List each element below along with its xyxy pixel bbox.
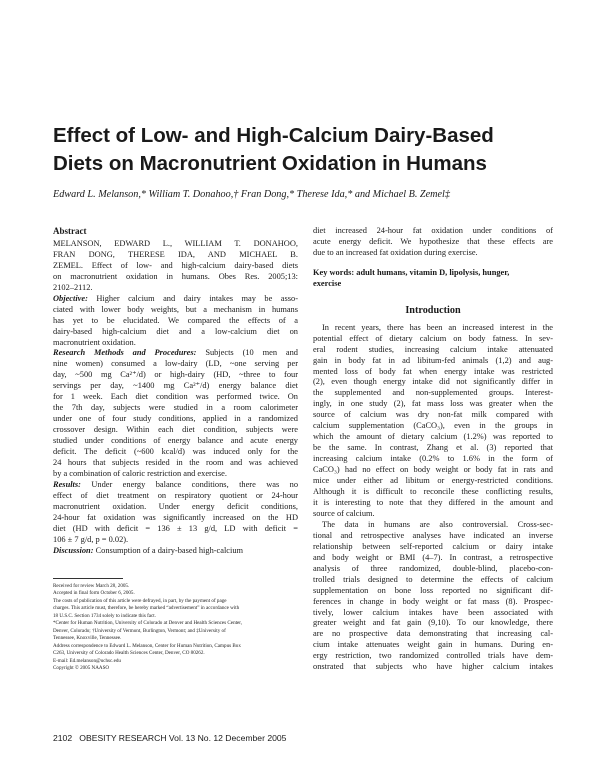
methods-line: for 1 week. Each diet condition was performed twice. On (53, 392, 298, 402)
objective-label: Objective: (53, 293, 88, 303)
paragraph-line: mice under either ad libitum or energy-restricted conditions. (313, 476, 553, 486)
footnote-line: E-mail: Ed.melanson@uchsc.edu (53, 657, 121, 664)
footnote-line: Copyright © 2005 NAASO (53, 664, 110, 671)
paragraph-line: CaCO₃) had no effect on body weight or body fat in rats and (313, 465, 553, 475)
introduction-paragraph-2 (313, 520, 553, 673)
paragraph-line: mented loss of body fat when energy intake was restricted (313, 366, 553, 376)
title-line: Effect of Low- and High-Calcium Dairy-Based (53, 124, 494, 147)
author-list: Edward L. Melanson,* William T. Donahoo,† Fran Dong,* Therese Ida,* and Michael B. Zemel‡ (53, 189, 450, 200)
abstract-citation (53, 239, 298, 294)
abstract-methods (53, 348, 298, 479)
right-column (313, 226, 553, 673)
paragraph-line: calcium supplementation (CaCO₃), even in the groups in (313, 421, 553, 431)
journal-info: OBESITY RESEARCH Vol. 13 No. 12 December 2005 (79, 733, 287, 743)
objective-line: dairy-based high-calcium diet and a low-calcium diet on (53, 326, 298, 336)
paragraph-line: gain in body fat in ad libitum-fed animals (1,2) and aug- (313, 355, 553, 365)
footnote-line: Received for review March 28, 2005. (53, 583, 130, 589)
objective-line: has yet to be elucidated. We compared the effects of a (53, 315, 298, 325)
footnote-line: 18 U.S.C. Section 1734 solely to indicate this fact. (53, 612, 156, 619)
footnote-line: Denver, Colorado; †University of Vermont, Burlington, Vermont; and ‡University of (53, 627, 226, 634)
paragraph-line: tional and retrospective analyses have indicated an inverse (313, 530, 553, 540)
title-line: Diets on Macronutrient Oxidation in Humans (53, 152, 487, 175)
methods-line: under one of four study conditions, applied in a randomized (53, 414, 298, 424)
discussion-line: due to an increased fat oxidation during exercise. (313, 247, 478, 257)
paragraph-line: potential effect of dietary calcium on body fatness. In sev- (313, 333, 553, 343)
paragraph-line: ingly, in one study (2), fat mass loss was greater when the (313, 399, 553, 409)
results-line: effect of diet treatment on respiratory quotient or 24-hour (53, 490, 298, 500)
objective-line: ciated with lower body weights, but a mechanism in humans (53, 304, 298, 314)
methods-line: deficit. The deficit (~600 kcal/d) was induced only for the (53, 447, 298, 457)
citation-line: FRAN DONG, THERESE IDA, AND MICHAEL B. (53, 249, 298, 259)
paragraph-line: relationship between self-reported calcium or dairy intake (313, 541, 553, 551)
objective-line: macronutrient oxidation. (53, 337, 136, 347)
methods-line: nine women) consumed a low-dairy (LD, ~one serving per (53, 359, 298, 369)
footnotes (53, 583, 298, 672)
methods-line: by a combination of caloric restriction and exercise. (53, 468, 227, 478)
results-line: diet (HD with deficit = 136 ± 13 g/d, LD with deficit = (53, 523, 298, 533)
discussion-text: Consumption of a dairy-based high-calcium (95, 545, 244, 555)
footnote-line: Accepted in final form October 6, 2005. (53, 590, 135, 597)
paragraph-line: Although it is difficult to reconcile these conflicting results, (313, 487, 553, 497)
footnote-line: C263, University of Colorado Health Sciences Center, Denver, CO 80262. (53, 650, 205, 657)
discussion-line: acute energy deficit. We hypothesize that these effects are (313, 236, 553, 246)
abstract-discussion (53, 546, 298, 557)
paragraph-line: and body weight or BMI (4–7). In contrast, a retrospective (313, 552, 553, 562)
results-line: 24-hour fat oxidation was significantly increased on the HD (53, 512, 298, 522)
methods-line: crossover design. Within each diet condition, subjects were (53, 425, 298, 435)
methods-label: Research Methods and Procedures: (53, 348, 197, 358)
paragraph-line: are no prospective data demonstrating that increasing cal- (313, 629, 553, 639)
paragraph-line: supplementation on bone loss reported no significant dif- (313, 585, 553, 595)
left-column (53, 226, 298, 557)
paragraph-line: cium intake attenuates weight gain in humans. During en- (313, 640, 553, 650)
paragraph-line: source of calcium was dry non-fat milk compared with (313, 410, 553, 420)
footnote-line: *Center for Human Nutrition, University of Colorado at Denver and Health Sciences Center, (53, 620, 243, 627)
footnote-line: charges. This article must, therefore, be hereby marked “advertisement” in accordance with (53, 605, 240, 612)
paragraph-line: which the amount of dietary calcium (1.2%) was reported to (313, 432, 553, 442)
citation-line: ZEMEL. Effect of low- and high-calcium dairy-based diets (53, 260, 298, 270)
methods-line: studied under conditions of energy balance and acute energy (53, 436, 298, 446)
keywords-line: exercise (313, 278, 342, 288)
paragraph-line: (2), even though energy intake did not significantly differ in (313, 377, 553, 387)
paragraph-line: greater weight and fat gain (9,10). To our knowledge, there (313, 618, 553, 628)
abstract-heading: Abstract (53, 226, 87, 236)
introduction-heading: Introduction (405, 304, 461, 316)
paragraph-line: ergy restriction, two randomized controlled trials have dem- (313, 651, 553, 661)
abstract-results (53, 480, 298, 546)
paragraph-line: analysis of three randomized, double-blind, placebo-con- (313, 563, 553, 573)
paragraph-line: onstrated that subjects who have higher calcium intakes (313, 662, 553, 672)
paragraph-line: eral rodent studies, increasing calcium intake attenuated (313, 344, 553, 354)
methods-line: day, ~500 mg Ca²⁺/d) or high-dairy (HD, ~three to four (53, 370, 298, 380)
methods-line: servings per day, ~1400 mg Ca²⁺/d) energy balance diet (53, 381, 298, 391)
citation-line: MELANSON, EDWARD L., WILLIAM T. DONAHOO, (53, 238, 298, 248)
methods-text: Subjects (10 men and (205, 348, 298, 358)
discussion-continued (313, 226, 553, 259)
footnote-divider (53, 578, 123, 579)
objective-text: Higher calcium and dairy intakes may be asso- (96, 293, 298, 303)
footnote-line: The costs of publication of this article were defrayed, in part, by the payment of page (53, 597, 227, 604)
paragraph-line: ferences in change in body weight or fat mass (8). Prospec- (313, 596, 553, 606)
page-footer (53, 733, 353, 743)
results-line: macronutrient oxidation. Under energy deficit conditions, (53, 501, 298, 511)
citation-line: on macronutrient oxidation in humans. Obes Res. 2005;13: (53, 271, 298, 281)
page-number: 2102 (53, 733, 73, 743)
footnote-line: Address correspondence to Edward L. Melanson, Center for Human Nutrition, Campus Box (53, 642, 241, 649)
paragraph-line: The data in humans are also controversial. Cross-sec- (322, 519, 553, 529)
discussion-label: Discussion: (53, 545, 94, 555)
methods-line: the 7th day, subjects were studied in a room calorimeter (53, 403, 298, 413)
paragraph-line: In recent years, there has been an increased interest in the (322, 322, 553, 332)
results-label: Results: (53, 479, 81, 489)
citation-line: 2102–2112. (53, 282, 93, 292)
paragraph-line: source of calcium. (313, 508, 375, 518)
paragraph-line: increasing calcium intake (0.2% to 1.6% in the form of (313, 454, 553, 464)
methods-line: 24 hours that subjects resided in the room and was achieved (53, 458, 298, 468)
footnote-line: Tennessee, Knoxville, Tennessee. (53, 635, 122, 642)
paragraph-line: trolled trials designed to determine the effects of calcium (313, 574, 553, 584)
paragraph-line: it is interesting to note that they differed in the amount and (313, 497, 553, 507)
results-line: 106 ± 7 g/d, p = 0.02). (53, 534, 129, 544)
keywords-line: Key words: adult humans, vitamin D, lipolysis, hunger, (313, 267, 510, 277)
results-text: Under energy balance conditions, there was no (91, 479, 298, 489)
article-title (53, 122, 553, 178)
discussion-line: diet increased 24-hour fat oxidation under conditions of (313, 226, 553, 235)
paragraph-line: tively, lower calcium intakes have been associated with (313, 607, 553, 617)
paragraph-line: be the same. In contrast, Zhang et al. (3) reported that (313, 443, 553, 453)
introduction-paragraph-1 (313, 323, 553, 520)
abstract-objective (53, 294, 298, 349)
paragraph-line: the supplemented and non-supplemented groups. Interest- (313, 388, 553, 398)
